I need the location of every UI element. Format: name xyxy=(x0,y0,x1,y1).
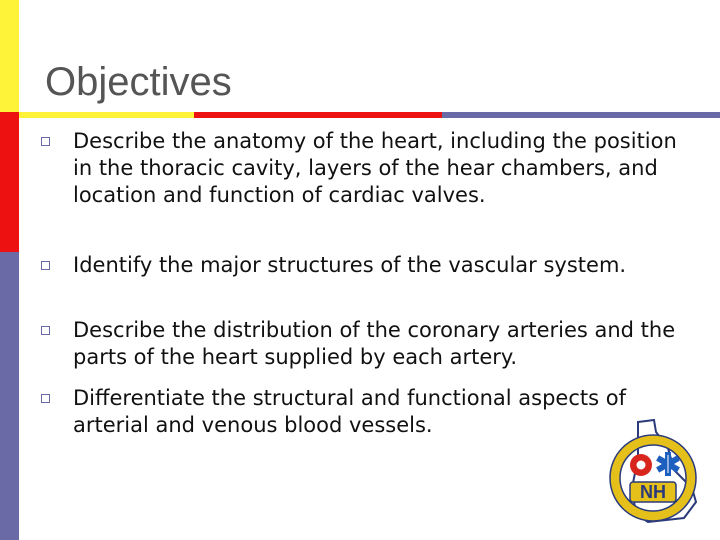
title-rule-slate xyxy=(442,112,720,118)
bullet-text: Differentiate the structural and functional aspects of arterial and venous blood vessels. xyxy=(73,386,626,437)
bullet-text: Identify the major structures of the vascular system. xyxy=(73,253,627,277)
logo-text: NH xyxy=(640,482,666,502)
bullet-text: Describe the distribution of the coronary arteries and the parts of the heart supplied by each artery. xyxy=(73,318,676,369)
left-stripe-red xyxy=(0,112,19,252)
left-stripe-slate xyxy=(0,252,19,540)
maltese-cross-icon xyxy=(630,454,652,476)
slide-title: Objectives xyxy=(45,60,232,104)
square-bullet-icon xyxy=(41,326,50,335)
square-bullet-icon xyxy=(41,137,50,146)
square-bullet-icon xyxy=(41,261,50,270)
bullet-text: Describe the anatomy of the heart, including the position in the thoracic cavity, layers of the hear chambers, and location and function of cardiac valves. xyxy=(73,129,677,207)
list-item xyxy=(40,252,626,279)
title-rule-yellow xyxy=(19,112,194,118)
square-bullet-icon xyxy=(41,394,50,403)
title-rule-red xyxy=(194,112,442,118)
list-item xyxy=(40,385,700,439)
left-stripe-yellow xyxy=(0,0,19,112)
nh-ems-logo xyxy=(608,418,708,526)
list-item xyxy=(40,128,700,209)
list-item xyxy=(40,317,700,371)
